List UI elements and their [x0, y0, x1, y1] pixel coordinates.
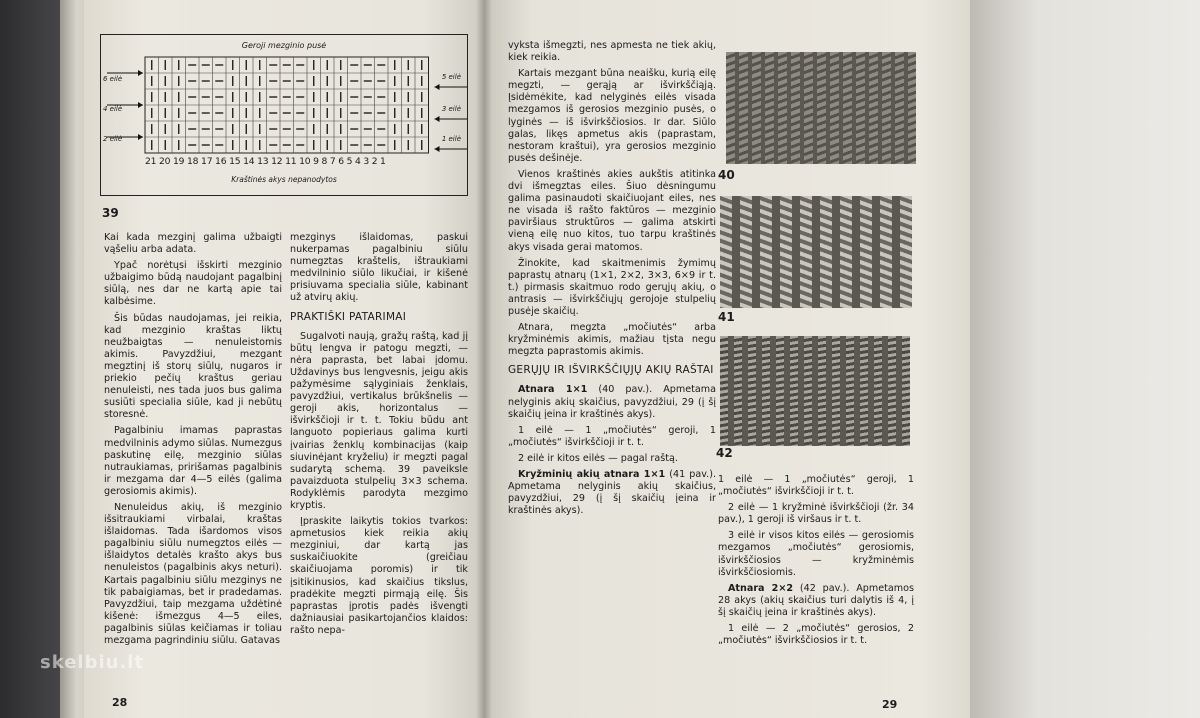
paragraph: Šis būdas naudojamas, jei reikia, kad mezginio kraštas liktų neužbaigtas — nenuleistomis akimis. Pavyzdžiui, mezgant megztinį iš storų siūlų, nugaros ir priekio pečių kraštus geriau nenuleisti, nes tada juos bus galima susiūti specialia siūle, kad ji nebūtų storesnė.	[104, 312, 282, 421]
rib-stripe	[869, 52, 878, 164]
rib-stripe	[840, 196, 852, 308]
left-page	[84, 0, 484, 718]
text: (42 pav.). Apmetamos 28 akys (akių skaičius turi dalytis iš 4, į šį skaičių įeina ir kraštinės akys).	[718, 582, 914, 618]
left-column-1	[104, 232, 282, 651]
paragraph: Vienos kraštinės akies aukštis atitinka dvi išmegztas eiles. Šiuo dėsningumu galima pasinaudoti skaičiuojant eiles, nes ne visada iš rašto faktūros — mezginio paviršiaus struktūros — galima atskirti vieną eilę nuo kitos, tuo tarpu kraštinės akys visada gerai matomos.	[508, 168, 716, 253]
rib-stripe	[791, 52, 800, 164]
rib-stripe	[908, 52, 916, 164]
arrow-head	[435, 84, 440, 90]
rib-stripe	[880, 196, 892, 308]
text: 1 eilė — 1 „močiutės“ geroji, 1 „močiutės“ išvirkščioji ir t. t.	[718, 474, 914, 498]
figure-title: Geroji mezginio pusė	[241, 41, 327, 50]
paragraph: Sugalvoti naują, gražų raštą, kad jį būtų lengva ir patogu megzti, — nėra paprasta, bet labai įdomu. Uždavinys bus lengvesnis, jeigu akis pažymėsime sąlyginiais ženklais, pavyzdžiui, vertikalus brūkšnelis — geroji akis, horizontalus — išvirkščioji ir t. t. Tokiu būdu ant languoto popieriaus galima kurti įvairias ženklų kombinacijas (kaip siuvinėjant kryželiu) ir megzti pagal sudarytą schemą. 39 paveiksle pavaizduota stulpelių 3×3 schema. Rodyklėmis parodyta mezgimo kryptis.	[290, 330, 468, 511]
text: 2 eilė — 1 kryžminė išvirkščioji (žr. 34 pav.), 1 geroji iš viršaus ir t. t.	[718, 502, 914, 526]
row-label-4: 4 eilė	[103, 105, 123, 113]
paragraph	[718, 623, 914, 647]
rib-stripe	[900, 196, 912, 308]
rib-stripe	[752, 52, 761, 164]
knitting-chart-figure	[100, 34, 468, 196]
photo-rib-1x1	[726, 52, 916, 164]
paragraph: Įpraskite laikytis tokios tvarkos: apmetusios kiek reikia akių mezginiui, dar kartą jas suskaičiuokite (greičiau skaičiuojama poromis) ir tik įsitikinusios, kad skaičius tikslus, pradėkite megzti pirmąją eilę. Šis paprastas įprotis padės išvengti dažniausiai pasikartojančios klaidos: rašto nepa-	[290, 516, 468, 636]
figure-number-41: 41	[718, 310, 735, 324]
right-column-1	[508, 40, 716, 521]
text: 3 eilė ir visos kitos eilės — gerosiomis mezgamos „močiutės“ gerosiomis, išvirkščiosios — kryžminėmis išvirkščiosiomis.	[718, 530, 914, 578]
bold-term: Atnara 1×1	[518, 384, 588, 396]
rib-stripe	[846, 336, 854, 446]
rib-stripe	[882, 52, 891, 164]
rib-stripe	[820, 196, 832, 308]
rib-stripe	[860, 196, 872, 308]
rib-stripe	[800, 196, 812, 308]
photo-rib-crossed	[720, 196, 912, 308]
rib-stripe	[780, 196, 792, 308]
paragraph	[718, 502, 914, 526]
paragraph	[718, 530, 914, 578]
rib-stripe	[720, 336, 728, 446]
text: (41 pav.). Apmetama nelyginis akių skaičius, pavyzdžiui, 29 (į šį skaičių įeina ir kraštinės akys).	[508, 469, 717, 517]
text: 1 eilė — 1 „močiutės“ geroji, 1 „močiutės“ išvirkščioji ir t. t.	[508, 424, 716, 448]
paragraph: Pagalbiniu imamas paprastas medvilninis adymo siūlas. Numezgus paskutinę eilę, mezginio siūlas nutraukiamas, pririšamas pagalbinis ir mezgama dar 4—5 eilės (galima gerosiomis akimis).	[104, 425, 282, 497]
arrow-head	[138, 70, 143, 76]
arrow-head	[138, 134, 143, 140]
paragraph: vyksta išmegzti, nes apmesta ne tiek akių, kiek reikia.	[508, 40, 716, 64]
figure-number-40: 40	[718, 168, 735, 182]
rib-stripe	[762, 336, 770, 446]
photo-rib-2x2	[720, 336, 910, 446]
rib-stripe	[874, 336, 882, 446]
rib-stripe	[748, 336, 756, 446]
paragraph: Kai kada mezginį galima užbaigti vąšeliu arba adata.	[104, 232, 282, 256]
row-label-1: 1 eilė	[441, 135, 461, 143]
paragraph: Atnara, megzta „močiutės“ arba kryžminėmis akimis, mažiau tįsta negu megzta paprastomis akimis.	[508, 322, 716, 358]
arrow-head	[138, 102, 143, 108]
section-heading: GERŲJŲ IR IŠVIRKŠČIŲJŲ AKIŲ RAŠTAI	[508, 364, 714, 377]
rib-stripe	[726, 52, 735, 164]
rib-stripe	[720, 196, 732, 308]
paragraph: Nenuleidus akių, iš mezginio išsitraukiami virbalai, kraštas išlaidomas. Tada išardomos visos pagalbiniu siūlu numegztos eilės — išlaidytos detalės krašto akys bus nenuleistos (pagalbinis akys neturi). Kartais pagalbiniu siūlu mezginys ne tik pabaigiamas, bet ir pradedamas. Pavyzdžiui, taip mezgama uždėtinė kišenė: išmezgus 4—5 eiles, pagalbinis siūlas keičiamas ir toliau mezgama pagrindiniu siūlu. Gatavas	[104, 501, 282, 646]
right-column-2	[718, 474, 914, 651]
paragraph	[718, 474, 914, 498]
bold-term: Atnara 2×2	[728, 582, 794, 594]
rib-stripe	[804, 336, 812, 446]
rib-stripe	[790, 336, 798, 446]
right-page	[484, 0, 970, 718]
paragraph	[508, 384, 716, 420]
arrow-head	[435, 116, 440, 122]
rib-stripe	[830, 52, 839, 164]
rib-stripe	[734, 336, 742, 446]
text: 1 eilė — 2 „močiutės“ gerosios, 2 „močiutės“ išvirkščiosios ir t. t.	[718, 623, 914, 647]
rib-stripe	[765, 52, 774, 164]
row-label-3: 3 eilė	[441, 105, 461, 113]
rib-stripe	[778, 52, 787, 164]
rib-stripe	[832, 336, 840, 446]
paragraph: Kartais mezgant būna neaišku, kurią eilę megzti, — gerąją ar išvirkščiąją. Įsidėmėkite, kad nelyginės eilės visada mezgamos iš gerosios mezginio pusės, o lyginės — iš išvirkščiosios. Ir dar. Siūlo galas, likęs apmetus akis (paprastam, nestoram kraštui), yra gerosios mezginio pusės dešinėje.	[508, 68, 716, 164]
row-label-5: 5 eilė	[441, 73, 461, 81]
rib-stripe	[888, 336, 896, 446]
paragraph: Žinokite, kad skaitmenimis žymimų paprastų atnarų (1×1, 2×2, 3×3, 6×9 ir t. t.) pirmasis skaitmuo rodo gerųjų akių, o antrasis — išvirkščiųjų gerojoje stulpelių pusėje skaičių.	[508, 257, 716, 317]
rib-stripe	[776, 336, 784, 446]
book-gutter	[476, 0, 492, 718]
section-heading: PRAKTIŠKI PATARIMAI	[290, 310, 407, 323]
paragraph: Ypač norėtųsi išskirti mezginio užbaigimo būdą naudojant pagalbinį siūlą, nes dar ne kartą apie tai kalbėsime.	[104, 260, 282, 308]
stitch-numbers: 21 20 19 18 17 16 15 14 13 12 11 10 9 8 7 6 5 4 3 2 1	[145, 156, 386, 167]
rib-stripe	[860, 336, 868, 446]
paragraph: mezginys išlaidomas, paskui nukerpamas pagalbiniu siūlu numegztas kraštelis, ištraukiami medvilninio siūlo likučiai, ir kišenė prisiuvama specialia siūle, kabinant už atvirų akių.	[290, 232, 468, 304]
row-label-2: 2 eilė	[103, 135, 123, 143]
left-column-2	[290, 232, 468, 641]
paragraph	[508, 453, 716, 465]
rib-stripe	[740, 196, 752, 308]
figure-number-42: 42	[716, 446, 733, 460]
rib-stripe	[817, 52, 826, 164]
paragraph	[508, 469, 716, 517]
bold-term: Kryžminių akių atnara 1×1	[518, 469, 666, 480]
rib-stripe	[895, 52, 904, 164]
paragraph	[508, 425, 716, 449]
paragraph	[718, 583, 914, 619]
text: 2 eilė ir kitos eilės — pagal raštą.	[518, 452, 678, 464]
arrow-head	[435, 146, 440, 152]
figure-number-39: 39	[102, 206, 119, 220]
rib-stripe	[902, 336, 910, 446]
rib-stripe	[760, 196, 772, 308]
figure-caption: Kraštinės akys nepanodytos	[231, 175, 337, 184]
page-number-left: 28	[112, 696, 128, 709]
rib-stripe	[739, 52, 748, 164]
text: (40 pav.). Apmetama nelyginis akių skaičius, pavyzdžiui, 29 (į šį skaičių įeina ir kraštinės akys).	[508, 384, 717, 420]
stitch-grid	[101, 35, 467, 195]
rib-stripe	[818, 336, 826, 446]
rib-stripe	[843, 52, 852, 164]
watermark: skelbiu.lt	[40, 652, 145, 673]
background-right	[968, 0, 1200, 718]
rib-stripe	[856, 52, 865, 164]
row-label-6: 6 eilė	[103, 75, 123, 83]
rib-stripe	[804, 52, 813, 164]
page-number-right: 29	[882, 698, 898, 711]
